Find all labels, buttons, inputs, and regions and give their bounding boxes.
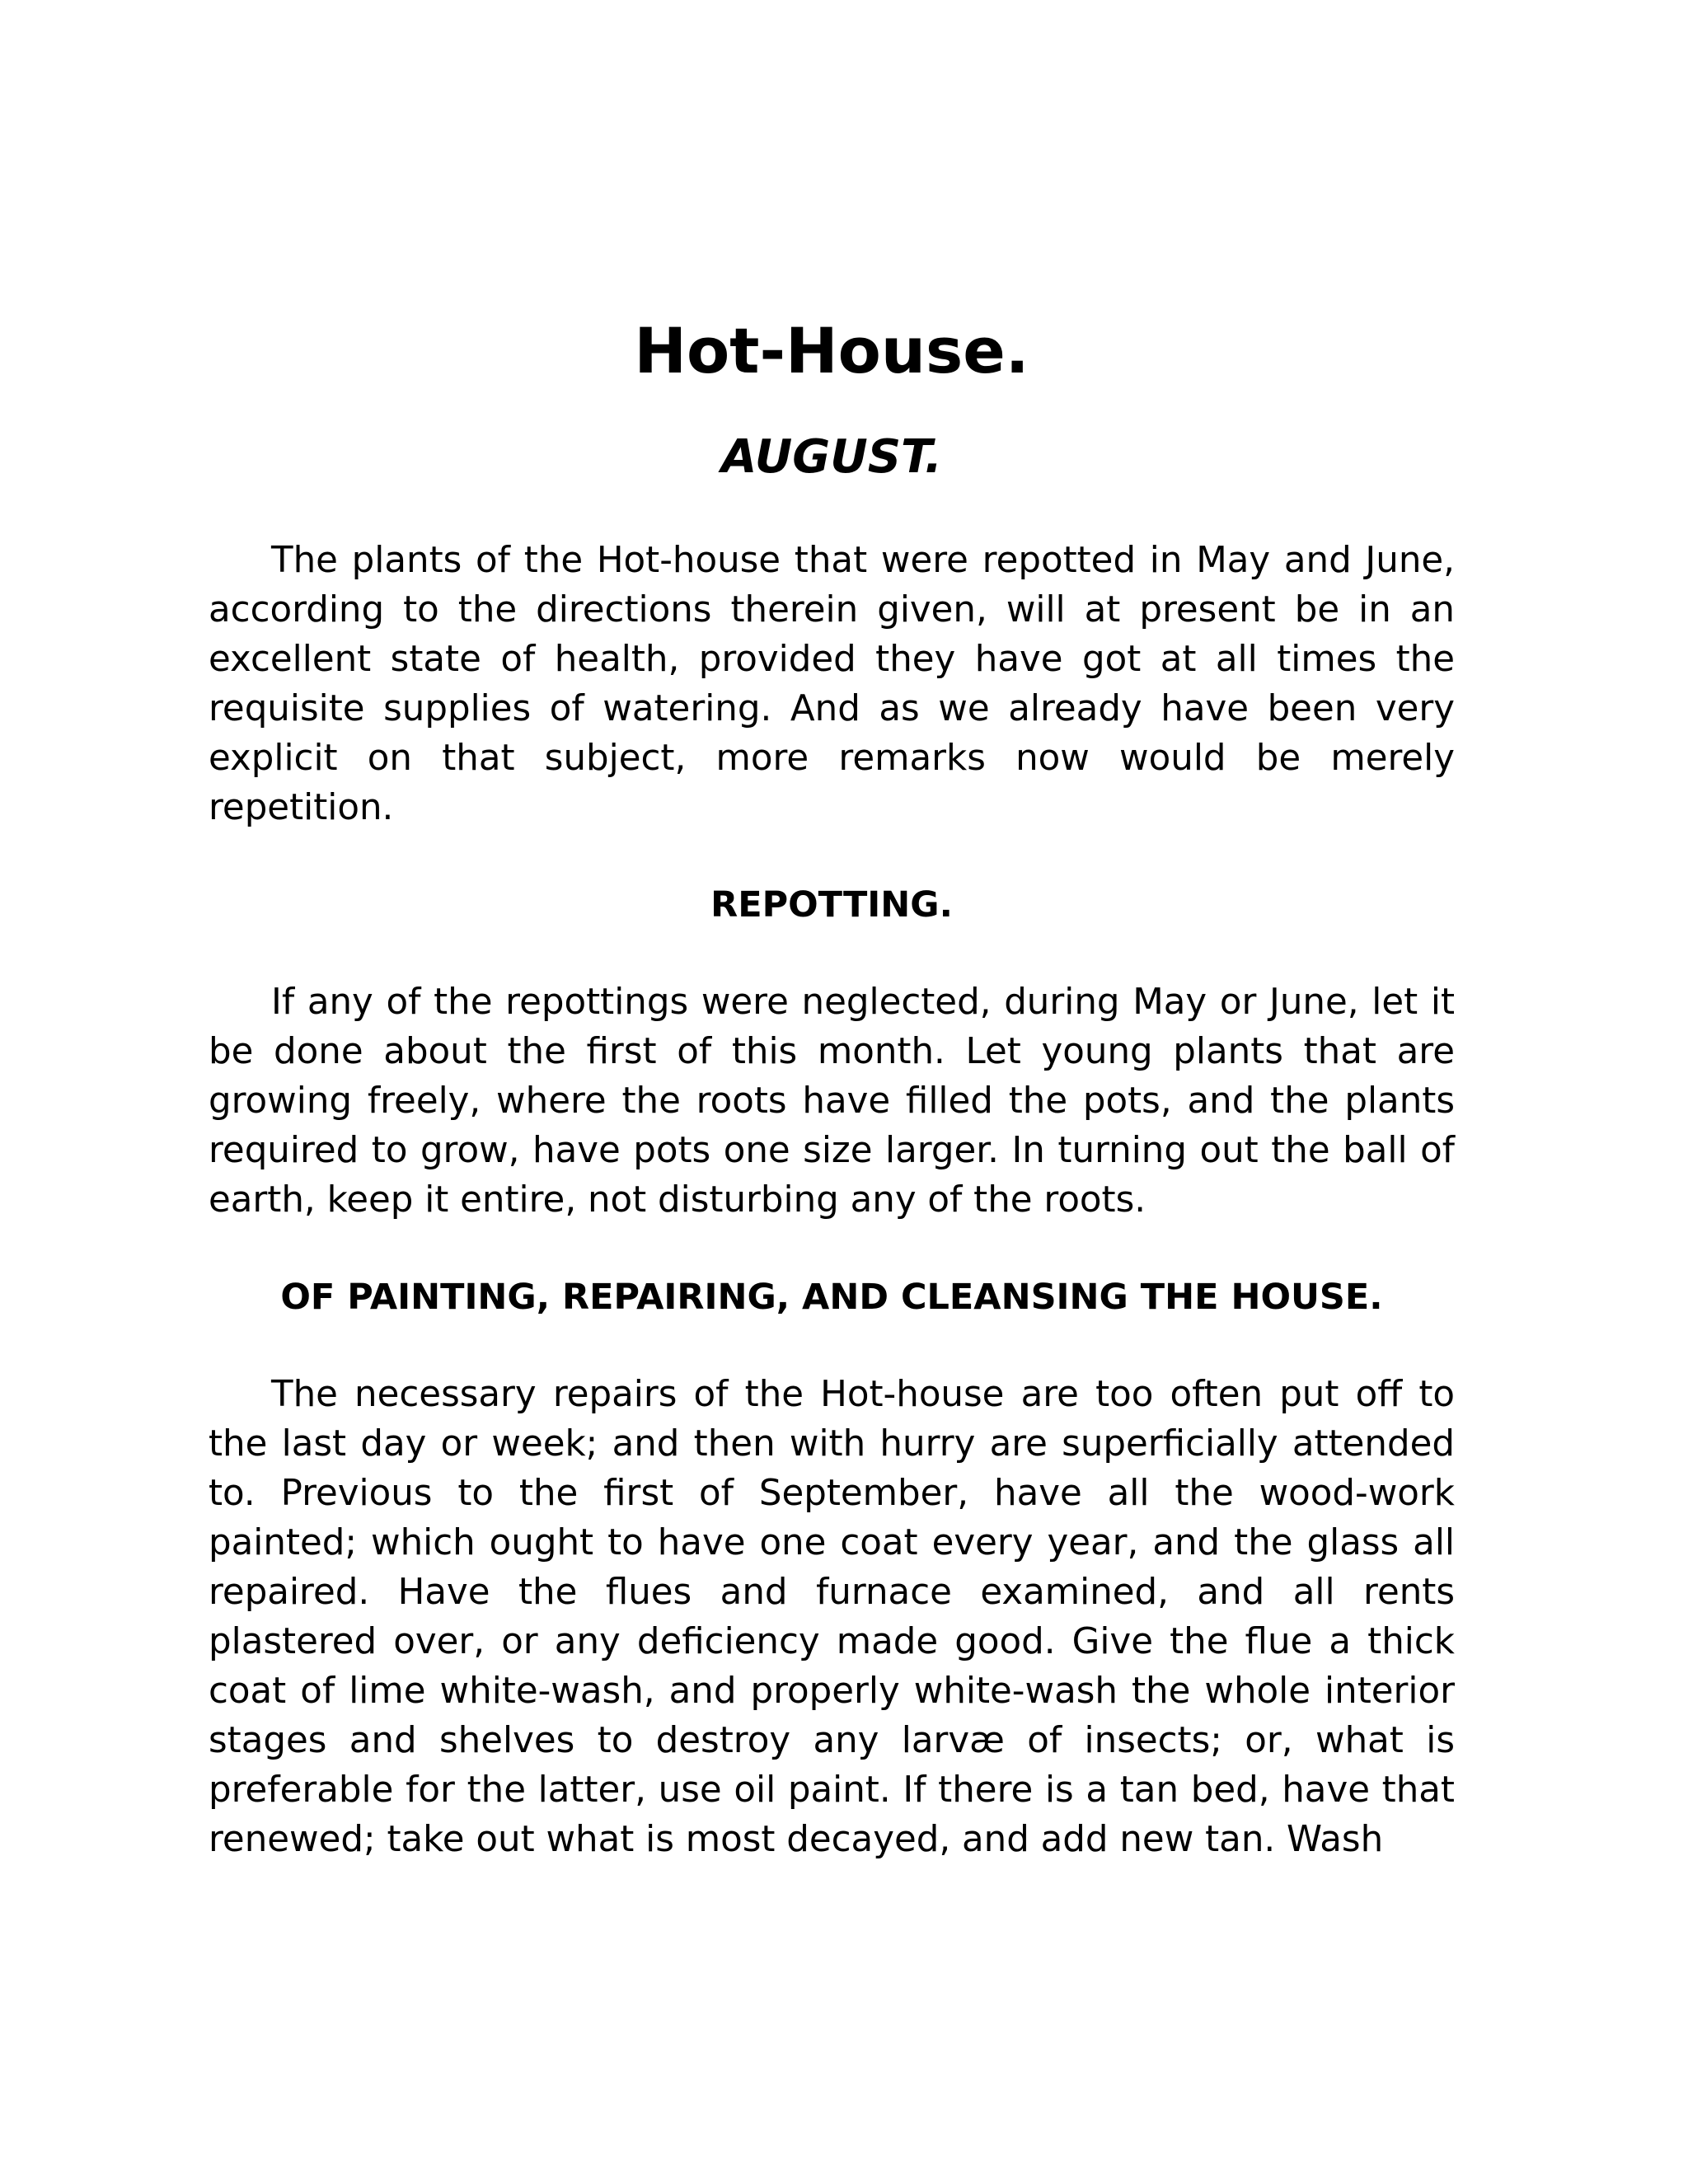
section-heading-painting: OF PAINTING, REPAIRING, AND CLEANSING THE HOUSE. <box>280 1277 1383 1319</box>
month-heading: AUGUST. <box>720 430 943 485</box>
intro-paragraph: The plants of the Hot-house that were repotted in May and June, according to the directions therein given, will at present be in an excellent state of health, provided they have got at all times the requisite supplies of watering. And as we already have been very explicit on that subject, more remarks now would be merely repetition. <box>209 540 1455 829</box>
page-content <box>209 313 1455 1864</box>
painting-paragraph: The necessary repairs of the Hot-house are too often put off to the last day or week; and then with hurry are superficially attended to. Previous to the first of September, have all the wood-work painted; which ought to have one coat every year, and the glass all repaired. Have the flues and furnace examined, and all rents plastered over, or any deficiency made good. Give the flue a thick coat of lime white-wash, and properly white-wash the whole interior stages and shelves to destroy any larvæ of insects; or, what is preferable for the latter, use oil paint. If there is a tan bed, have that renewed; take out what is most decayed, and add new tan. Wash <box>209 1374 1455 1861</box>
page-title: Hot-House. <box>634 314 1029 387</box>
repotting-paragraph: If any of the repottings were neglected, during May or June, let it be done about the first of this month. Let young plants that are growing freely, where the roots have filled the pots, and the plants required to grow, have pots one size larger. In turning out the ball of earth, keep it entire, not disturbing any of the roots. <box>209 982 1455 1221</box>
section-heading-repotting: REPOTTING. <box>710 884 953 926</box>
